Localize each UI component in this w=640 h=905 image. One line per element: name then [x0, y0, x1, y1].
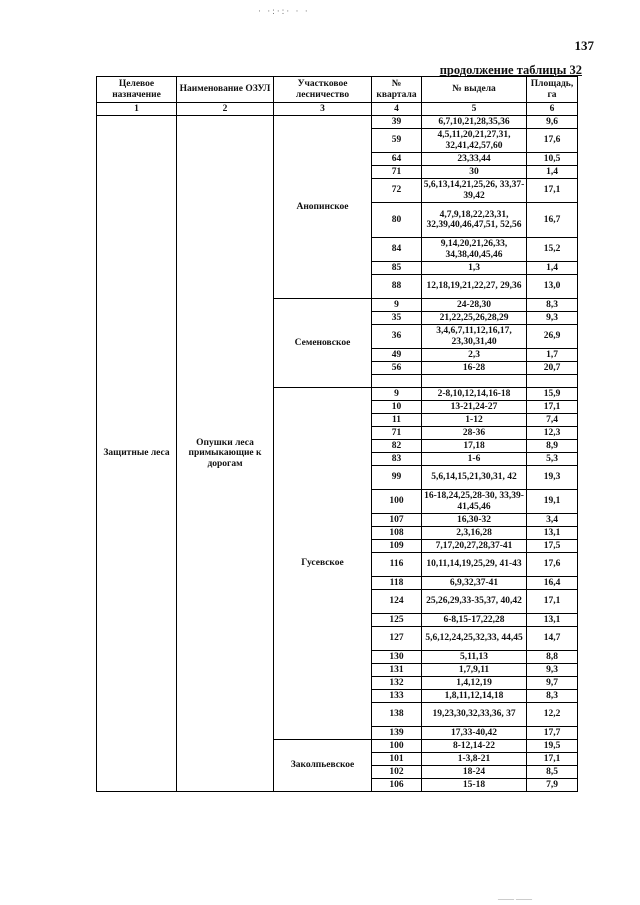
- quarter-cell: 102: [372, 766, 422, 779]
- area-cell: 8,8: [527, 651, 578, 664]
- area-cell: 20,7: [527, 362, 578, 375]
- quarter-cell: 9: [372, 299, 422, 312]
- column-header: Целевое назначение: [97, 77, 177, 103]
- area-cell: 15,2: [527, 238, 578, 262]
- plots-cell: 9,14,20,21,26,33, 34,38,40,45,46: [422, 238, 527, 262]
- quarter-cell: 10: [372, 401, 422, 414]
- column-index: 5: [422, 103, 527, 116]
- area-cell: 1,4: [527, 166, 578, 179]
- column-index: 3: [274, 103, 372, 116]
- area-cell: 16,4: [527, 577, 578, 590]
- plots-cell: 5,11,13: [422, 651, 527, 664]
- quarter-cell: 39: [372, 116, 422, 129]
- page-number: 137: [574, 38, 594, 53]
- quarter-cell: 35: [372, 312, 422, 325]
- quarter-cell: 127: [372, 627, 422, 651]
- quarter-cell: 11: [372, 414, 422, 427]
- area-cell: 3,4: [527, 514, 578, 527]
- plots-cell: 4,7,9,18,22,23,31, 32,39,40,46,47,51, 52,56: [422, 203, 527, 238]
- area-cell: 9,3: [527, 664, 578, 677]
- area-cell: 12,2: [527, 703, 578, 727]
- scan-artifact: · ·:·:· · ·: [258, 6, 310, 16]
- table-row: [97, 116, 578, 129]
- quarter-cell: 133: [372, 690, 422, 703]
- quarter-cell: 124: [372, 590, 422, 614]
- quarter-cell: 125: [372, 614, 422, 627]
- area-cell: 8,3: [527, 299, 578, 312]
- quarter-cell: 82: [372, 440, 422, 453]
- column-header: Наименование ОЗУЛ: [177, 77, 274, 103]
- area-cell: 17,1: [527, 590, 578, 614]
- table-body: [97, 116, 578, 792]
- area-cell: 9,6: [527, 116, 578, 129]
- quarter-cell: 80: [372, 203, 422, 238]
- plots-cell: 18-24: [422, 766, 527, 779]
- forest-plots-table: [96, 76, 578, 792]
- plots-cell: 3,4,6,7,11,12,16,17, 23,30,31,40: [422, 325, 527, 349]
- quarter-cell: 116: [372, 553, 422, 577]
- area-cell: 13,1: [527, 614, 578, 627]
- column-index: 2: [177, 103, 274, 116]
- quarter-cell: 72: [372, 179, 422, 203]
- plots-cell: 1,3: [422, 262, 527, 275]
- plots-cell: 16-18,24,25,28-30, 33,39-41,45,46: [422, 490, 527, 514]
- plots-cell: 1,4,12,19: [422, 677, 527, 690]
- plots-cell: 5,6,14,15,21,30,31, 42: [422, 466, 527, 490]
- plots-cell: [422, 375, 527, 388]
- scan-artifact-bottom: —— ——: [498, 894, 532, 903]
- column-header: № выдела: [422, 77, 527, 103]
- column-index-row: [97, 103, 578, 116]
- plots-cell: 2-8,10,12,14,16-18: [422, 388, 527, 401]
- area-cell: 7,9: [527, 779, 578, 792]
- quarter-cell: 138: [372, 703, 422, 727]
- area-cell: 13,1: [527, 527, 578, 540]
- area-cell: 9,3: [527, 312, 578, 325]
- plots-cell: 13-21,24-27: [422, 401, 527, 414]
- plots-cell: 5,6,13,14,21,25,26, 33,37-39,42: [422, 179, 527, 203]
- ozul-name-cell: Опушки леса примыкающие к дорогам: [177, 116, 274, 792]
- quarter-cell: 132: [372, 677, 422, 690]
- plots-cell: 4,5,11,20,21,27,31, 32,41,42,57,60: [422, 129, 527, 153]
- area-cell: 8,3: [527, 690, 578, 703]
- quarter-cell: 99: [372, 466, 422, 490]
- plots-cell: 17,18: [422, 440, 527, 453]
- purpose-cell: Защитные леса: [97, 116, 177, 792]
- area-cell: 16,7: [527, 203, 578, 238]
- area-cell: 14,7: [527, 627, 578, 651]
- quarter-cell: 56: [372, 362, 422, 375]
- area-cell: 17,1: [527, 179, 578, 203]
- area-cell: 17,6: [527, 129, 578, 153]
- plots-cell: 25,26,29,33-35,37, 40,42: [422, 590, 527, 614]
- plots-cell: 6,7,10,21,28,35,36: [422, 116, 527, 129]
- area-cell: 13,0: [527, 275, 578, 299]
- column-header: № квартала: [372, 77, 422, 103]
- plots-cell: 6,9,32,37-41: [422, 577, 527, 590]
- area-cell: 10,5: [527, 153, 578, 166]
- plots-cell: 2,3: [422, 349, 527, 362]
- plots-cell: 7,17,20,27,28,37-41: [422, 540, 527, 553]
- area-cell: 19,3: [527, 466, 578, 490]
- area-cell: 17,6: [527, 553, 578, 577]
- plots-cell: 2,3,16,28: [422, 527, 527, 540]
- plots-cell: 12,18,19,21,22,27, 29,36: [422, 275, 527, 299]
- area-cell: 7,4: [527, 414, 578, 427]
- plots-cell: 15-18: [422, 779, 527, 792]
- area-cell: 17,1: [527, 401, 578, 414]
- plots-cell: 1,7,9,11: [422, 664, 527, 677]
- plots-cell: 16,30-32: [422, 514, 527, 527]
- quarter-cell: 59: [372, 129, 422, 153]
- quarter-cell: 71: [372, 166, 422, 179]
- plots-cell: 6-8,15-17,22,28: [422, 614, 527, 627]
- plots-cell: 28-36: [422, 427, 527, 440]
- column-index: 6: [527, 103, 578, 116]
- plots-cell: 19,23,30,32,33,36, 37: [422, 703, 527, 727]
- quarter-cell: 36: [372, 325, 422, 349]
- quarter-cell: 109: [372, 540, 422, 553]
- area-cell: 9,7: [527, 677, 578, 690]
- plots-cell: 1-12: [422, 414, 527, 427]
- column-header: Площадь, га: [527, 77, 578, 103]
- quarter-cell: 118: [372, 577, 422, 590]
- quarter-cell: 100: [372, 490, 422, 514]
- quarter-cell: 100: [372, 740, 422, 753]
- plots-cell: 16-28: [422, 362, 527, 375]
- plots-cell: 8-12,14-22: [422, 740, 527, 753]
- column-header: Участковое лесничество: [274, 77, 372, 103]
- area-cell: 15,9: [527, 388, 578, 401]
- forestry-cell: Заколпьевское: [274, 740, 372, 792]
- area-cell: 12,3: [527, 427, 578, 440]
- plots-cell: 24-28,30: [422, 299, 527, 312]
- area-cell: 19,1: [527, 490, 578, 514]
- quarter-cell: [372, 375, 422, 388]
- plots-cell: 10,11,14,19,25,29, 41-43: [422, 553, 527, 577]
- area-cell: 19,5: [527, 740, 578, 753]
- quarter-cell: 108: [372, 527, 422, 540]
- quarter-cell: 101: [372, 753, 422, 766]
- quarter-cell: 83: [372, 453, 422, 466]
- area-cell: 8,5: [527, 766, 578, 779]
- plots-cell: 1,8,11,12,14,18: [422, 690, 527, 703]
- forestry-cell: Гусевское: [274, 388, 372, 740]
- table-continuation-title: продолжение таблицы 32: [439, 63, 582, 77]
- plots-cell: 21,22,25,26,28,29: [422, 312, 527, 325]
- forestry-cell: Анопинское: [274, 116, 372, 299]
- quarter-cell: 88: [372, 275, 422, 299]
- area-cell: [527, 375, 578, 388]
- area-cell: 26,9: [527, 325, 578, 349]
- forestry-cell: Семеновское: [274, 299, 372, 388]
- quarter-cell: 131: [372, 664, 422, 677]
- plots-cell: 23,33,44: [422, 153, 527, 166]
- quarter-cell: 49: [372, 349, 422, 362]
- area-cell: 8,9: [527, 440, 578, 453]
- area-cell: 1,4: [527, 262, 578, 275]
- quarter-cell: 106: [372, 779, 422, 792]
- area-cell: 5,3: [527, 453, 578, 466]
- area-cell: 17,5: [527, 540, 578, 553]
- quarter-cell: 107: [372, 514, 422, 527]
- plots-cell: 17,33-40,42: [422, 727, 527, 740]
- plots-cell: 1-3,8-21: [422, 753, 527, 766]
- area-cell: 17,1: [527, 753, 578, 766]
- quarter-cell: 9: [372, 388, 422, 401]
- quarter-cell: 139: [372, 727, 422, 740]
- quarter-cell: 84: [372, 238, 422, 262]
- quarter-cell: 71: [372, 427, 422, 440]
- plots-cell: 30: [422, 166, 527, 179]
- quarter-cell: 85: [372, 262, 422, 275]
- area-cell: 17,7: [527, 727, 578, 740]
- area-cell: 1,7: [527, 349, 578, 362]
- plots-cell: 1-6: [422, 453, 527, 466]
- table-header-row: [97, 77, 578, 103]
- column-index: 1: [97, 103, 177, 116]
- quarter-cell: 64: [372, 153, 422, 166]
- plots-cell: 5,6,12,24,25,32,33, 44,45: [422, 627, 527, 651]
- column-index: 4: [372, 103, 422, 116]
- quarter-cell: 130: [372, 651, 422, 664]
